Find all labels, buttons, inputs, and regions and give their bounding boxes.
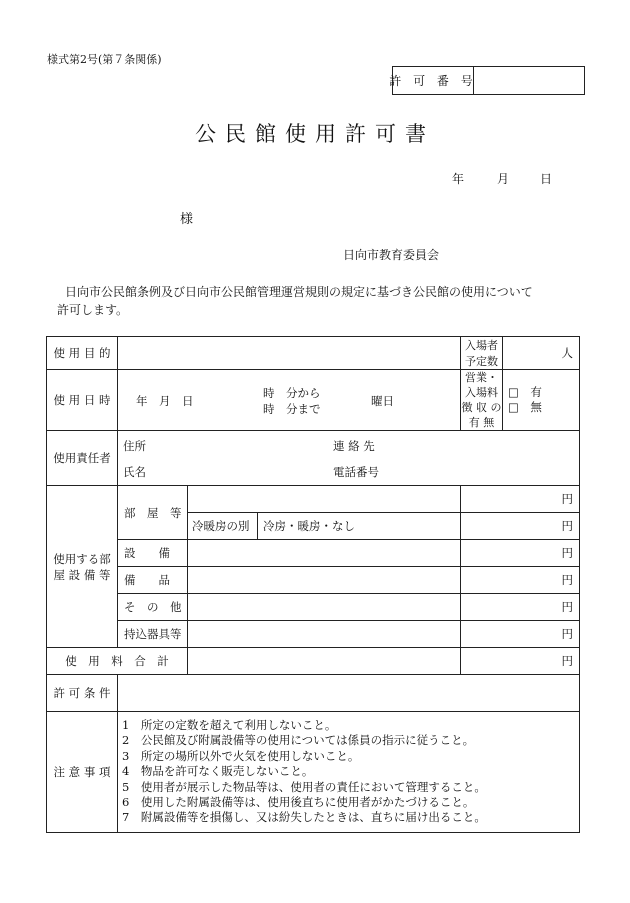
fee-yes-checkbox[interactable]: □ 有 [508,385,542,399]
other-field[interactable] [188,594,461,621]
equipment-fee[interactable] [461,540,580,567]
total-fee[interactable] [461,648,580,675]
issue-date [452,170,552,187]
total-fee-field[interactable] [188,648,461,675]
facilities-label-line-1: 使用する部 [53,551,111,566]
conditions-field[interactable] [118,675,580,712]
attendance-field[interactable] [503,337,580,370]
other-label: そ の 他 [118,594,188,621]
yen-unit: 円 [561,546,573,560]
note-item: 7 附属設備等を損傷し、又は紛失したときは、直ちに届け出ること。 [122,810,486,825]
facilities-label [47,486,118,648]
other-fee[interactable] [461,594,580,621]
total-fee-label: 使 用 料 合 計 [47,648,188,675]
brought-equipment-field[interactable] [188,621,461,648]
notes-list [118,712,580,833]
address-label: 住所 [123,438,146,453]
fee-collection-label [461,370,503,431]
permit-number-label: 許 可 番 号 [393,67,474,94]
room-label: 部 屋 等 [118,486,188,540]
phone-label: 電話番号 [333,464,379,479]
responsible-label: 使用責任者 [47,431,118,486]
responsible-field[interactable] [118,431,580,486]
facilities-label-line-2: 屋 設 備 等 [53,567,111,582]
brought-equipment-fee[interactable] [461,621,580,648]
permit-number-box [389,66,585,95]
permit-table [46,336,580,833]
yen-unit: 円 [561,573,573,587]
equipment-field[interactable] [188,540,461,567]
yen-unit: 円 [561,654,573,668]
note-item: 6 使用した附属設備等は、使用後直ちに使用者がかたづけること。 [122,795,475,810]
fixtures-field[interactable] [188,567,461,594]
datetime-field[interactable] [118,370,461,431]
note-item: 4 物品を許可なく販売しないこと。 [122,764,314,779]
yen-unit: 円 [561,492,573,506]
body-line-1: 日向市公民館条例及び日向市公民館管理運営規則の規定に基づき公民館の使用について [65,285,533,299]
attendance-unit: 人 [561,346,573,360]
permit-number-field[interactable] [474,67,584,94]
heating-options[interactable]: 冷房・暖房・なし [258,513,461,540]
contact-label: 連 絡 先 [333,438,375,453]
conditions-label: 許 可 条 件 [47,675,118,712]
notes-label: 注 意 事 項 [47,712,118,833]
weekday: 曜日 [371,394,394,408]
yen-unit: 円 [561,627,573,641]
yen-unit: 円 [561,519,573,533]
date-year: 年 [452,172,465,186]
fee-label-line-1: 営業・入場料 [465,371,498,399]
fixtures-label: 備 品 [118,567,188,594]
fee-label-line-2: 徴 収 の 有 無 [461,401,502,429]
datetime-label: 使 用 日 時 [47,370,118,431]
note-item: 1 所定の定数を超えて利用しないこと。 [122,718,337,732]
equipment-label: 設 備 [118,540,188,567]
brought-equipment-label: 持込器具等 [118,621,188,648]
note-item: 2 公民館及び附属設備等の使用については係員の指示に従うこと。 [122,733,475,748]
date-ymd: 年 月 日 [136,394,194,408]
issuer: 日向市教育委員会 [343,248,440,262]
fixtures-fee[interactable] [461,567,580,594]
fee-collection-options[interactable] [503,370,580,431]
attendance-label: 入場者予定数 [461,337,503,370]
room-field[interactable] [188,486,461,513]
document-title: 公民館使用許可書 [195,122,435,146]
room-fee[interactable] [461,486,580,513]
yen-unit: 円 [561,600,573,614]
note-item: 5 使用者が展示した物品等は、使用者の責任において管理すること。 [122,779,486,794]
date-month: 月 [497,172,510,186]
heating-fee[interactable] [461,513,580,540]
note-item: 3 所定の場所以外で火気を使用しないこと。 [122,748,360,763]
date-day: 日 [540,172,553,186]
purpose-label: 使 用 目 的 [47,337,118,370]
purpose-field[interactable] [118,337,461,370]
body-line-2: 許可します。 [57,303,129,317]
form-number: 様式第2号(第７条関係) [47,53,162,66]
fee-no-checkbox[interactable]: □ 無 [508,400,542,414]
time-to: 時 分まで [263,402,321,416]
time-from: 時 分から [263,386,321,400]
heating-label: 冷暖房の別 [188,513,258,540]
addressee-suffix: 様 [180,212,194,227]
name-label: 氏名 [123,464,146,479]
